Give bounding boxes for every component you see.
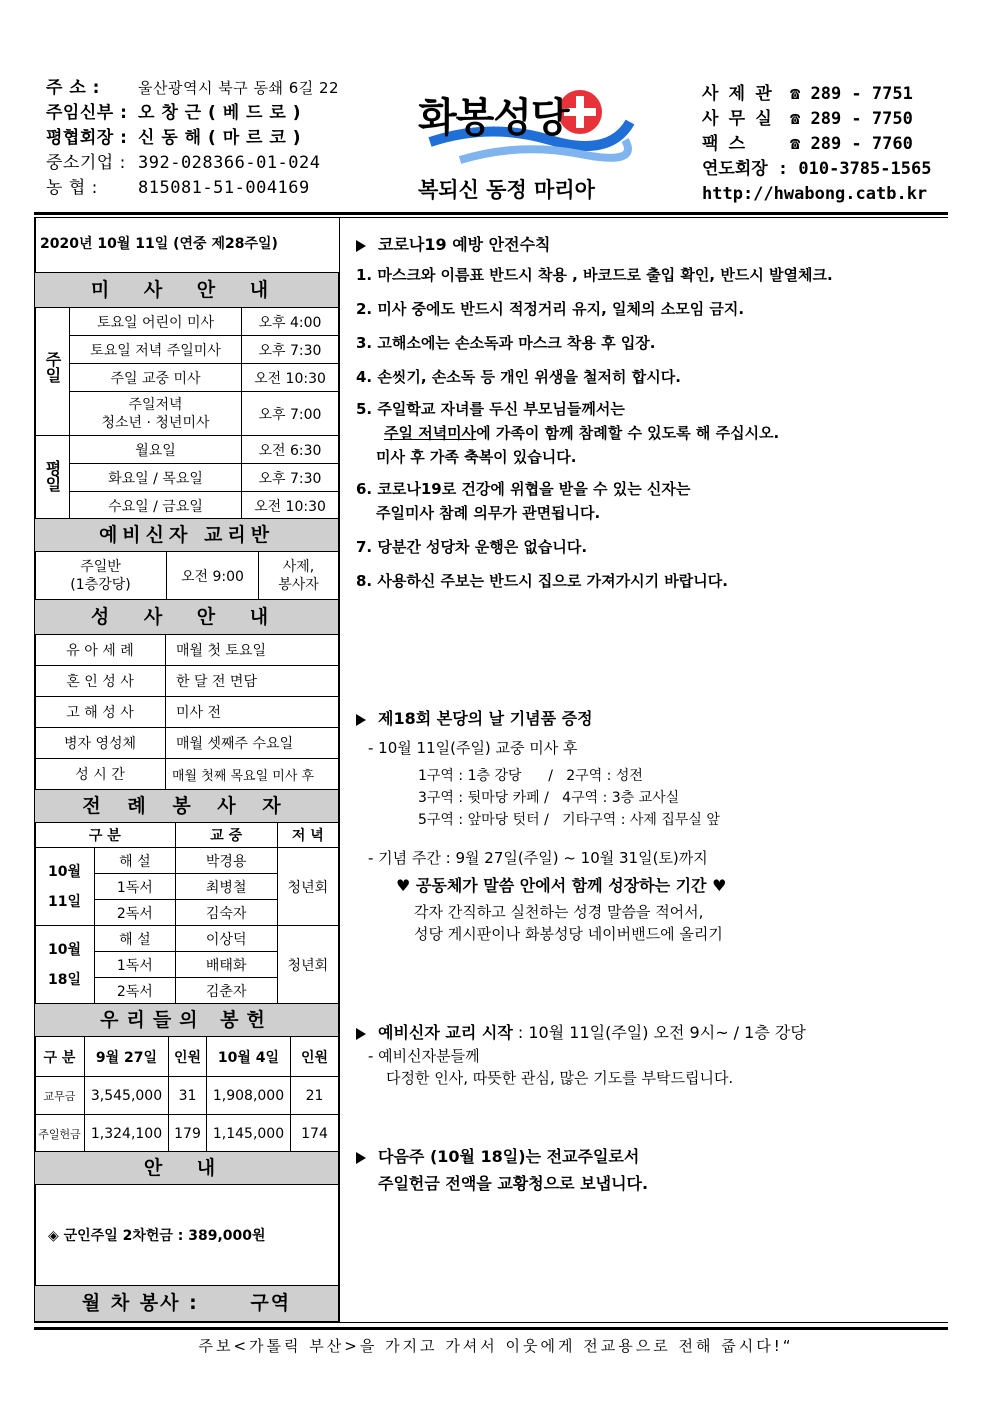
covid-item: 3. 고해소에는 손소독과 마스크 착용 후 입장. [356, 334, 656, 352]
lit-role: 1독서 [95, 874, 176, 900]
lit-role: 2독서 [95, 978, 176, 1004]
off-head: 구 분 [35, 1037, 85, 1077]
mass-time: 오후 7:00 [242, 392, 339, 436]
mission-line: 다음주 (10월 18일)는 전교주일로서 [356, 1144, 946, 1167]
notice-item: ◈ 군인주일 2차헌금 : 389,000원 [48, 1228, 266, 1244]
offering-table [34, 1036, 339, 1153]
mass-time: 오후 4:00 [242, 308, 339, 336]
off-cell: 3,545,000 [85, 1077, 169, 1115]
sac-name: 혼 인 성 사 [35, 666, 166, 697]
monthly-service: 월 차 봉사 : 구역 [34, 1285, 339, 1322]
header-rule-thin [34, 217, 948, 218]
sac-name: 유 아 세 례 [35, 635, 166, 666]
sac-name: 병자 영성체 [35, 728, 166, 759]
off-head: 10월 4일 [207, 1037, 291, 1077]
bulletin-date: 2020년 10월 11일 (연중 제28주일) [40, 236, 278, 252]
bank2-label: 농 협 : [46, 178, 98, 198]
lit-name: 배태화 [175, 952, 277, 978]
chair-phone: 연도회장 : 010-3785-1565 [702, 159, 932, 179]
triangle-bullet-icon [356, 1028, 366, 1040]
sac-name: 고 해 성 사 [35, 697, 166, 728]
mass-name: 주일저녁 청소년 · 청년미사 [70, 392, 242, 436]
lit-date: 10월 11일 [35, 848, 95, 926]
header-left [46, 76, 339, 201]
lit-name: 박경용 [175, 848, 277, 874]
pastor: 오 창 근 ( 베 드 로 ) [138, 103, 302, 123]
covid-item: 7. 당분간 성당차 운행은 없습니다. [356, 538, 588, 556]
mass-name: 수요일 / 금요일 [70, 492, 242, 520]
bank2: 815081-51-004169 [138, 178, 310, 198]
gift-desc: 성당 게시판이나 화봉성당 네이버밴드에 올리기 [414, 925, 723, 943]
cat-name: 주일반 (1층강당) [35, 552, 167, 600]
lit-head: 교 중 [175, 823, 277, 848]
weekday-label: 평일 [35, 436, 70, 520]
triangle-bullet-icon [356, 240, 366, 252]
liturgy-title: 전 례 봉 사 자 [34, 789, 339, 823]
church-name: 화봉성당 [418, 95, 569, 141]
mass-time: 오전 6:30 [242, 436, 339, 464]
header-rule [34, 212, 948, 215]
offering-title: 우리들의 봉헌 [34, 1003, 339, 1037]
footer-rule [34, 1322, 948, 1323]
covid-item: 2. 미사 중에도 반드시 적정거리 유지, 일체의 소모임 금지. [356, 300, 745, 318]
column-divider [339, 218, 340, 1322]
off-cell: 174 [291, 1115, 339, 1153]
covid-item: 1. 마스크와 이름표 반드시 착용 , 바코드로 출입 확인, 반드시 발열체크. [356, 266, 833, 284]
lit-role: 해 설 [95, 848, 176, 874]
cat-sub: 다정한 인사, 따뜻한 관심, 많은 기도를 부탁드립니다. [386, 1069, 734, 1087]
gift-sub: - 10월 11일(주일) 교중 미사 후 [368, 739, 578, 757]
off-cell: 1,908,000 [207, 1077, 291, 1115]
mass-time: 오전 10:30 [242, 364, 339, 392]
covid-item: 주일미사 참례 의무가 관면됩니다. [376, 504, 601, 522]
phone-priest: 사 제 관 ☎ 289 - 7751 [702, 84, 913, 104]
off-cell: 1,324,100 [85, 1115, 169, 1153]
gift-area: 3구역 : 뒷마당 카페 / 4구역 : 3층 교사실 [418, 790, 680, 806]
off-cell: 1,145,000 [207, 1115, 291, 1153]
lit-role: 2독서 [95, 900, 176, 926]
header-right [702, 82, 931, 207]
off-cell: 주일헌금 [35, 1115, 85, 1153]
gift-motto: ♥ 공동체가 말씀 안에서 함께 성장하는 기간 ♥ [396, 876, 727, 895]
mass-name: 토요일 저녁 주일미사 [70, 336, 242, 364]
off-cell: 21 [291, 1077, 339, 1115]
mass-time: 오후 7:30 [242, 336, 339, 364]
covid-heading: 코로나19 예방 안전수칙 [356, 232, 946, 255]
bank1-label: 중소기업 : [46, 153, 126, 173]
council: 신 동 해 ( 마 르 코 ) [138, 128, 302, 148]
triangle-bullet-icon [356, 1152, 366, 1164]
sac-val: 매월 첫 토요일 [166, 635, 339, 666]
sac-val: 매월 셋째주 수요일 [166, 728, 339, 759]
catechumen-table [34, 551, 339, 600]
gift-desc: 각자 간직하고 실천하는 성경 말씀을 적어서, [414, 903, 704, 921]
church-url[interactable]: http://hwabong.catb.kr [702, 184, 928, 204]
mission-line: 주일헌금 전액을 교황청으로 보냅니다. [378, 1174, 649, 1193]
sacrament-table [34, 634, 339, 790]
sac-val: 한 달 전 면담 [166, 666, 339, 697]
cat-sub: - 예비신자분들께 [368, 1047, 480, 1065]
mass-time: 오전 10:30 [242, 492, 339, 520]
gift-area: 1구역 : 1층 강당 / 2구역 : 성전 [418, 768, 643, 784]
gift-area: 5구역 : 앞마당 텃터 / 기타구역 : 사제 집무실 앞 [418, 812, 720, 828]
covid-item: 8. 사용하신 주보는 반드시 집으로 가져가시기 바랍니다. [356, 572, 728, 590]
gift-section [356, 706, 946, 945]
off-cell: 교무금 [35, 1077, 85, 1115]
address-label: 주 소 : [46, 78, 100, 98]
off-head: 9월 27일 [85, 1037, 169, 1077]
covid-item: 미사 후 가족 축복이 있습니다. [376, 448, 577, 466]
mission-section [356, 1144, 946, 1194]
covid-item: 5. 주일학교 자녀를 두신 부모님들께서는 [356, 400, 625, 418]
catechumen-title: 예비신자 교리반 [34, 518, 339, 552]
mass-table [34, 307, 339, 520]
address: 울산광역시 북구 동쇄 6길 22 [138, 79, 340, 97]
mass-name: 주일 교중 미사 [70, 364, 242, 392]
cat-time: 오전 9:00 [167, 552, 259, 600]
liturgy-table [34, 822, 339, 1004]
mass-name: 월요일 [70, 436, 242, 464]
gift-heading: 제18회 본당의 날 기념품 증정 [356, 706, 946, 729]
lit-name: 김숙자 [175, 900, 277, 926]
lit-role: 해 설 [95, 926, 176, 952]
notice-title: 안 내 [34, 1151, 339, 1185]
off-cell: 179 [169, 1115, 207, 1153]
lit-evening: 청년회 [277, 848, 338, 926]
church-logo [400, 82, 640, 182]
off-cell: 31 [169, 1077, 207, 1115]
off-head: 인원 [169, 1037, 207, 1077]
triangle-bullet-icon [356, 714, 366, 726]
footer-text: 주보<가톨릭 부산>을 가지고 가셔서 이웃에게 전교용으로 전해 줍시다!“ [198, 1337, 794, 1355]
lit-head: 구 분 [35, 823, 176, 848]
sac-val: 미사 전 [166, 697, 339, 728]
covid-item: 6. 코로나19로 건강에 위협을 받을 수 있는 신자는 [356, 480, 691, 498]
sac-val: 매월 첫째 목요일 미사 후 [166, 759, 339, 790]
sacrament-title: 성 사 안 내 [34, 599, 339, 635]
patron-name: 복되신 동정 마리아 [418, 178, 595, 202]
sunday-label: 주일 [35, 308, 70, 436]
cat-heading: 예비신자 교리 시작 : 10월 11일(주일) 오전 9시~ / 1층 강당 [356, 1020, 946, 1043]
mass-title: 미 사 안 내 [34, 272, 339, 308]
phone-fax: 팩 스 ☎ 289 - 7760 [702, 134, 913, 154]
lit-head: 저 녁 [277, 823, 338, 848]
sac-name: 성 시 간 [35, 759, 166, 790]
cat-who: 사제, 봉사자 [259, 552, 339, 600]
main-column [356, 232, 946, 593]
catechumen-section [356, 1020, 946, 1089]
gift-period: - 기념 주간 : 9월 27일(주일) ~ 10월 31일(토)까지 [368, 849, 708, 867]
mass-time: 오후 7:30 [242, 464, 339, 492]
lit-evening: 청년회 [277, 926, 338, 1004]
bank1: 392-028366-01-024 [138, 153, 321, 173]
covid-item: 주일 저녁미사에 가족이 함께 참례할 수 있도록 해 주십시오. [384, 424, 780, 442]
council-label: 평협회장 : [46, 128, 128, 148]
lit-name: 최병철 [175, 874, 277, 900]
pastor-label: 주임신부 : [46, 103, 128, 123]
lit-date: 10월 18일 [35, 926, 95, 1004]
lit-role: 1독서 [95, 952, 176, 978]
covid-item: 4. 손씻기, 손소독 등 개인 위생을 철저히 합시다. [356, 368, 681, 386]
off-head: 인원 [291, 1037, 339, 1077]
lit-name: 이상덕 [175, 926, 277, 952]
footer-rule-thick [34, 1327, 948, 1330]
mass-name: 토요일 어린이 미사 [70, 308, 242, 336]
phone-office: 사 무 실 ☎ 289 - 7750 [702, 109, 913, 129]
lit-name: 김춘자 [175, 978, 277, 1004]
mass-name: 화요일 / 목요일 [70, 464, 242, 492]
